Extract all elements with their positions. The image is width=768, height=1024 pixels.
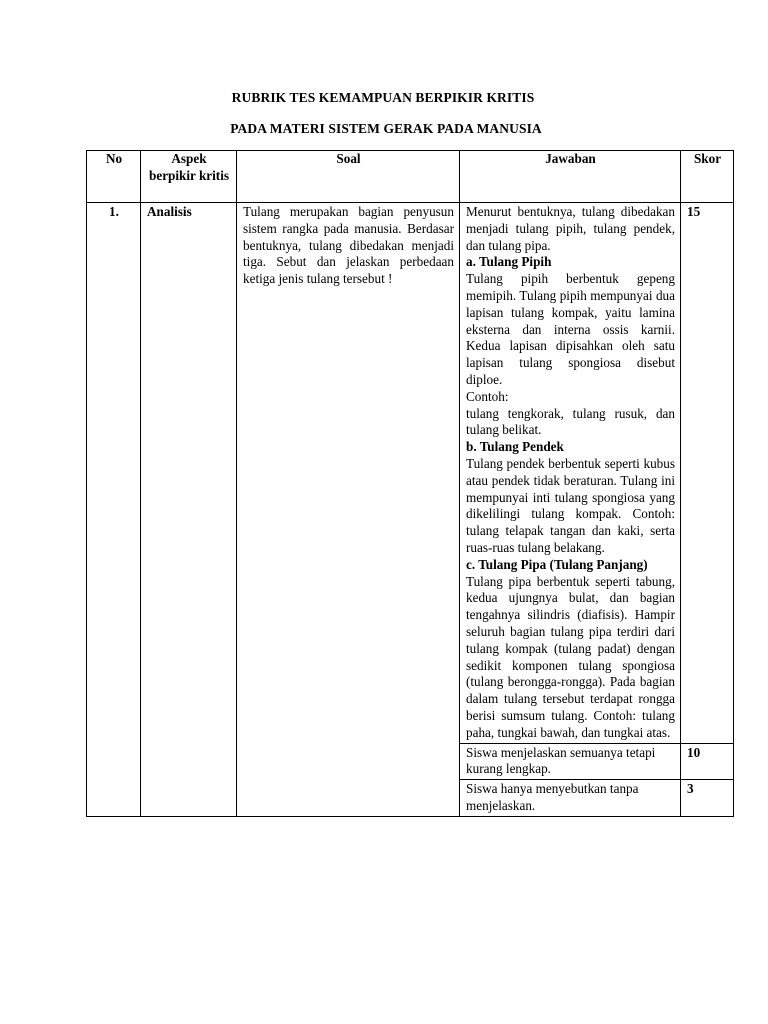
jawaban-a-contoh-label: Contoh: <box>466 388 509 404</box>
cell-jawaban-criteria: Siswa hanya menyebutkan tanpa menjelaskan. <box>460 780 681 817</box>
cell-aspek: Analisis <box>141 203 237 817</box>
jawaban-b-title: b. Tulang Pendek <box>466 439 564 455</box>
table-header-row <box>87 151 734 203</box>
header-aspek: Aspek berpikir kritis <box>141 151 237 203</box>
header-jawaban: Jawaban <box>460 151 681 203</box>
jawaban-c-title: c. Tulang Pipa (Tulang Panjang) <box>466 556 648 572</box>
cell-no: 1. <box>87 203 141 817</box>
jawaban-a-contoh: tulang tengkorak, tulang rusuk, dan tulang belikat. <box>466 405 675 438</box>
document-title: RUBRIK TES KEMAMPUAN BERPIKIR KRITIS <box>231 90 535 105</box>
header-soal: Soal <box>237 151 460 203</box>
jawaban-b-text: Tulang pendek berbentuk seperti kubus atau pendek tidak beraturan. Tulang ini mempunyai inti tulang spongiosa yang dikelilingi tulang kompak. Contoh: tulang telapak tangan dan kaki, serta ruas-ruas tulang belakang. <box>466 455 675 555</box>
cell-soal: Tulang merupakan bagian penyusun sistem rangka pada manusia. Berdasar bentuknya, tulang dibedakan menjadi tiga. Sebut dan jelaskan perbedaan ketiga jenis tulang tersebut ! <box>237 203 460 817</box>
cell-jawaban <box>460 203 681 744</box>
rubric-table <box>86 150 734 817</box>
cell-skor: 15 <box>681 203 734 744</box>
header-no: No <box>87 151 141 203</box>
jawaban-a-title: a. Tulang Pipih <box>466 254 552 270</box>
jawaban-intro: Menurut bentuknya, tulang dibedakan menjadi tulang pipih, tulang pendek, dan tulang pipa. <box>466 204 675 253</box>
table-row <box>87 203 734 744</box>
jawaban-c-text: Tulang pipa berbentuk seperti tabung, kedua ujungnya bulat, dan bagian tengahnya silindris (diafisis). Hampir seluruh bagian tulang pipa terdiri dari tulang kompak (tulang padat) dengan sedikit komponen tulang spongiosa (tulang berongga-rongga). Pada bagian dalam tulang tersebut terdapat rongga berisi sumsum tulang. Contoh: tulang paha, tungkai bawah, dan tungkai atas. <box>466 573 675 740</box>
cell-jawaban-criteria: Siswa menjelaskan semuanya tetapi kurang lengkap. <box>460 743 681 780</box>
document-subtitle: PADA MATERI SISTEM GERAK PADA MANUSIA <box>230 121 542 136</box>
cell-skor: 3 <box>681 780 734 817</box>
header-skor: Skor <box>681 151 734 203</box>
cell-skor: 10 <box>681 743 734 780</box>
jawaban-a-text: Tulang pipih berbentuk gepeng memipih. Tulang pipih mempunyai dua lapisan tulang kompak, yaitu lamina eksterna dan interna ossis karnii. Kedua lapisan dipisahkan oleh satu lapisan tulang spongiosa disebut diploe. <box>466 271 675 387</box>
